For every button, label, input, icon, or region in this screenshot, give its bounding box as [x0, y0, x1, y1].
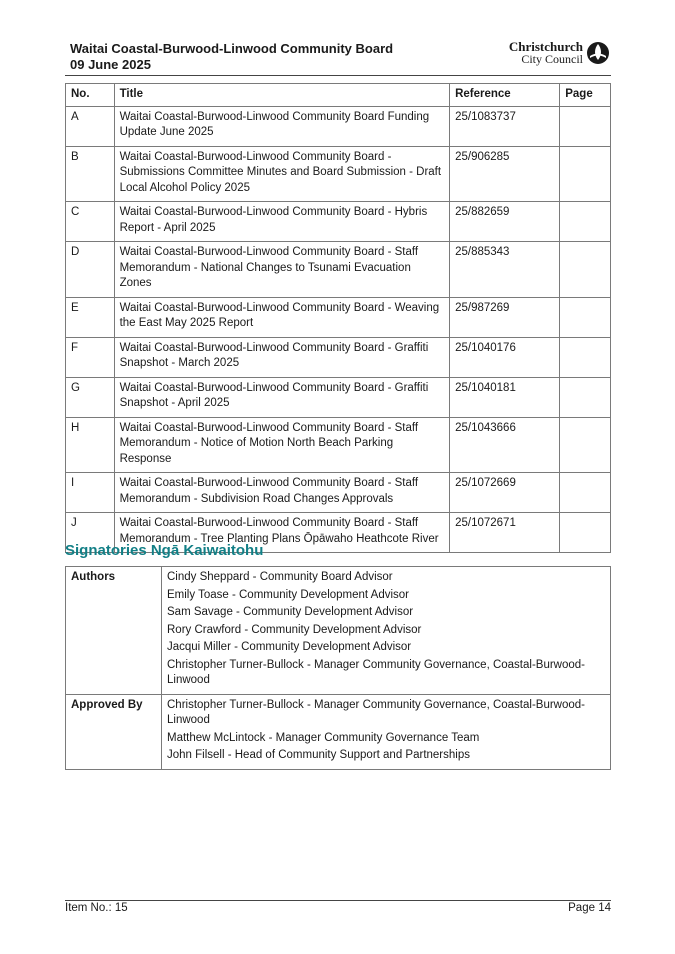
logo-line-1: Christchurch [508, 39, 583, 54]
cell-title: Waitai Coastal-Burwood-Linwood Community Board Funding Update June 2025 [114, 106, 450, 146]
logo-line-2: City Council [521, 52, 583, 66]
approved-by-label: Approved By [66, 694, 162, 769]
cell-page [560, 242, 611, 298]
cell-no: E [66, 297, 115, 337]
table-row [66, 106, 611, 146]
table-row [66, 417, 611, 473]
cell-title: Waitai Coastal-Burwood-Linwood Community Board - Staff Memorandum - National Changes to Tsunami Evacuation Zones [114, 242, 450, 298]
table-row [66, 242, 611, 298]
table-row [66, 202, 611, 242]
table-row [66, 146, 611, 202]
table-row [66, 297, 611, 337]
approver-entry: Christopher Turner-Bullock - Manager Community Governance, Coastal-Burwood-Linwood [167, 698, 586, 726]
author-entry: Emily Toase - Community Development Advisor [167, 588, 410, 601]
cell-reference: 25/1040176 [450, 337, 560, 377]
cell-page [560, 297, 611, 337]
cell-reference: 25/1040181 [450, 377, 560, 417]
approved-row [66, 694, 611, 769]
cell-no: F [66, 337, 115, 377]
cell-no: A [66, 106, 115, 146]
council-emblem-icon [586, 41, 610, 65]
cell-no: I [66, 473, 115, 513]
meeting-date: 09 June 2025 [70, 57, 151, 72]
table-row [66, 377, 611, 417]
cell-title: Waitai Coastal-Burwood-Linwood Community Board - Staff Memorandum - Notice of Motion North Beach Parking Response [114, 417, 450, 473]
author-entry: Rory Crawford - Community Development Advisor [167, 623, 422, 636]
cell-no: H [66, 417, 115, 473]
cell-reference: 25/1072671 [450, 513, 560, 553]
cell-title: Waitai Coastal-Burwood-Linwood Community Board - Submissions Committee Minutes and Board Submission - Draft Local Alcohol Policy 2025 [114, 146, 450, 202]
table-row [66, 473, 611, 513]
footer-divider [65, 900, 611, 901]
cell-page [560, 202, 611, 242]
column-header-no: No. [66, 84, 115, 107]
cell-title: Waitai Coastal-Burwood-Linwood Community Board - Graffiti Snapshot - March 2025 [114, 337, 450, 377]
attachments-table [65, 83, 611, 553]
page-header [70, 41, 610, 73]
cell-title: Waitai Coastal-Burwood-Linwood Community Board - Graffiti Snapshot - April 2025 [114, 377, 450, 417]
cell-reference: 25/987269 [450, 297, 560, 337]
cell-title: Waitai Coastal-Burwood-Linwood Community Board - Weaving the East May 2025 Report [114, 297, 450, 337]
authors-row [66, 567, 611, 695]
cell-no: D [66, 242, 115, 298]
cell-page [560, 473, 611, 513]
page-number: Page 14 [568, 902, 611, 914]
authors-label: Authors [66, 567, 162, 695]
column-header-title: Title [114, 84, 450, 107]
cell-no: C [66, 202, 115, 242]
approved-list [162, 694, 611, 769]
author-entry: Cindy Sheppard - Community Board Advisor [167, 571, 393, 583]
author-entry: Jacqui Miller - Community Development Advisor [167, 641, 412, 653]
column-header-page: Page [560, 84, 611, 107]
column-header-reference: Reference [450, 84, 560, 107]
table-row [66, 337, 611, 377]
author-entry: Christopher Turner-Bullock - Manager Community Governance, Coastal-Burwood-Linwood [167, 658, 586, 686]
author-entry: Sam Savage - Community Development Advisor [167, 606, 414, 618]
cell-title: Waitai Coastal-Burwood-Linwood Community Board - Staff Memorandum - Tree Planting Plans Ōpāwaho Heathcote River [114, 513, 450, 553]
cell-page [560, 106, 611, 146]
cell-reference: 25/885343 [450, 242, 560, 298]
christchurch-city-council-logo [509, 41, 610, 65]
cell-page [560, 377, 611, 417]
signatories-heading: Signatories Ngā Kaiwaitohu [65, 542, 264, 559]
cell-title: Waitai Coastal-Burwood-Linwood Community Board - Hybris Report - April 2025 [114, 202, 450, 242]
cell-page [560, 146, 611, 202]
cell-reference: 25/1072669 [450, 473, 560, 513]
authors-list [162, 567, 611, 695]
cell-page [560, 337, 611, 377]
cell-title: Waitai Coastal-Burwood-Linwood Community Board - Staff Memorandum - Subdivision Road Changes Approvals [114, 473, 450, 513]
approver-entry: Matthew McLintock - Manager Community Governance Team [167, 731, 480, 744]
cell-no: J [66, 513, 115, 553]
cell-no: B [66, 146, 115, 202]
header-divider [65, 75, 611, 76]
cell-reference: 25/1043666 [450, 417, 560, 473]
approver-entry: John Filsell - Head of Community Support and Partnerships [167, 749, 470, 761]
cell-reference: 25/906285 [450, 146, 560, 202]
cell-reference: 25/882659 [450, 202, 560, 242]
table-header-row [66, 84, 611, 107]
cell-no: G [66, 377, 115, 417]
cell-reference: 25/1083737 [450, 106, 560, 146]
cell-page [560, 417, 611, 473]
board-title: Waitai Coastal-Burwood-Linwood Community Board [70, 41, 394, 56]
cell-page [560, 513, 611, 553]
signatories-table [65, 566, 611, 770]
item-number: Item No.: 15 [65, 902, 128, 914]
